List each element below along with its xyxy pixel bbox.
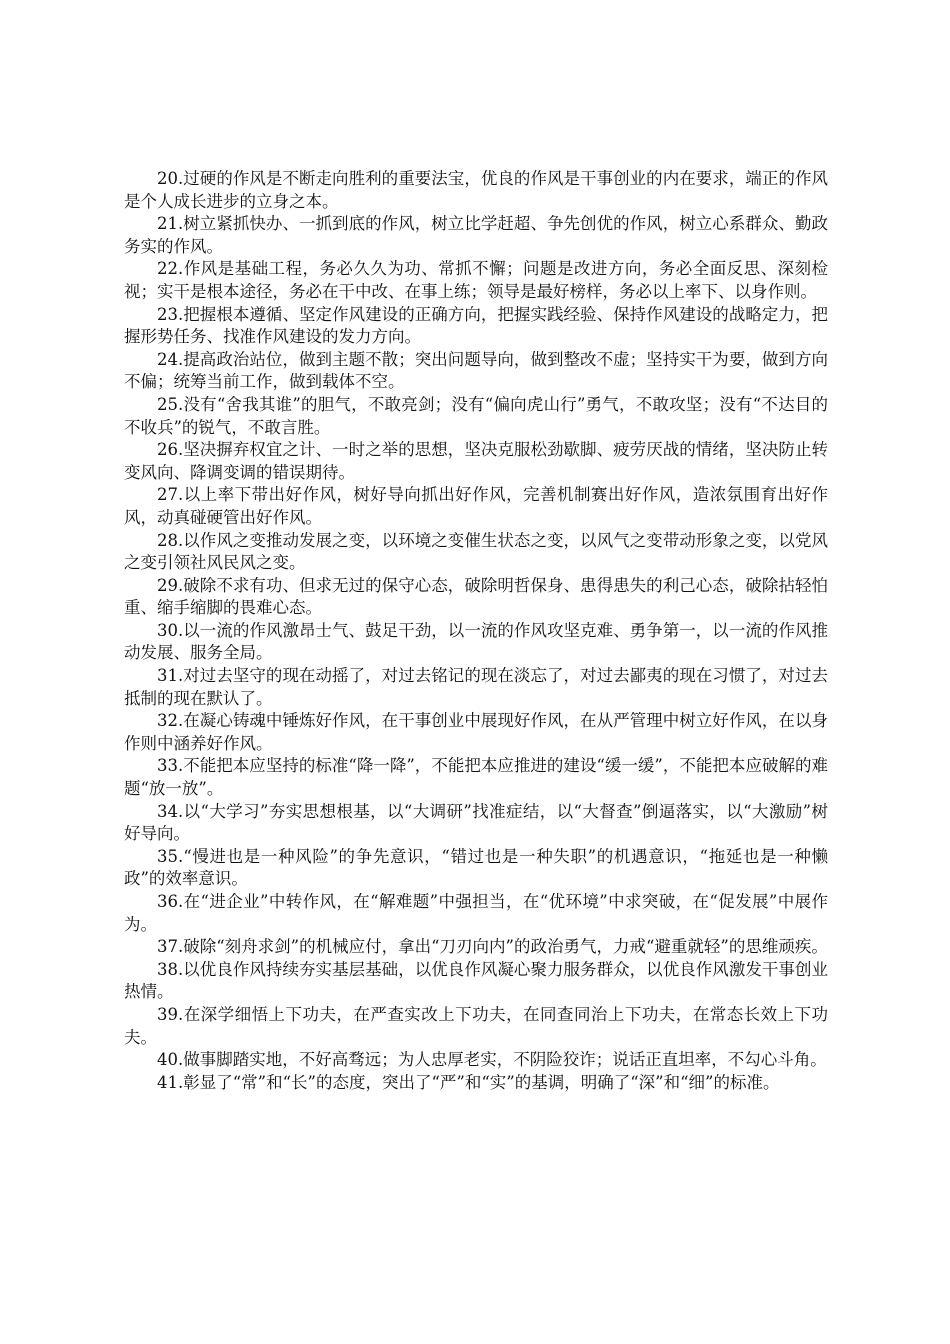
paragraph-30: 30.以一流的作风激昂士气、鼓足干劲，以一流的作风攻坚克难、勇争第一，以一流的作风推动发展、服务全局。 <box>124 620 828 663</box>
paragraph-25: 25.没有“舍我其谁”的胆气，不敢亮剑；没有“偏向虎山行”勇气，不敢攻坚；没有“不达目的不收兵”的锐气，不敢言胜。 <box>124 394 828 437</box>
paragraph-29: 29.破除不求有功、但求无过的保守心态，破除明哲保身、患得患失的利己心态，破除拈轻怕重、缩手缩脚的畏难心态。 <box>124 575 828 618</box>
paragraph-35: 35.“慢进也是一种风险”的争先意识，“错过也是一种失职”的机遇意识，“拖延也是一种懒政”的效率意识。 <box>124 846 828 889</box>
paragraph-36: 36.在“进企业”中转作风，在“解难题”中强担当，在“优环境”中求突破，在“促发展”中展作为。 <box>124 892 828 934</box>
paragraph-41: 41.彰显了“常”和“长”的态度，突出了“严”和“实”的基调，明确了“深”和“细”的标准。 <box>157 1072 780 1092</box>
paragraph-34: 34.以“大学习”夯实思想根基，以“大调研”找准症结，以“大督查”倒逼落实，以“大激励”树好导向。 <box>124 801 828 844</box>
paragraph-37: 37.破除“刻舟求剑”的机械应付，拿出“刀刃向内”的政治勇气，力戒“避重就轻”的思维顽疾。 <box>157 937 828 957</box>
paragraph-24: 24.提高政治站位，做到主题不散；突出问题导向，做到整改不虚；坚持实干为要，做到方向不偏；统筹当前工作，做到载体不空。 <box>124 349 828 392</box>
paragraph-39: 39.在深学细悟上下功夫，在严查实改上下功夫，在同查同治上下功夫，在常态长效上下功夫。 <box>124 1004 828 1047</box>
paragraph-21: 21.树立紧抓快办、一抓到底的作风，树立比学赶超、争先创优的作风，树立心系群众、勤政务实的作风。 <box>124 214 828 256</box>
document-body <box>124 168 828 1094</box>
paragraph-28: 28.以作风之变推动发展之变，以环境之变催生状态之变，以风气之变带动形象之变，以党风之变引领社风民风之变。 <box>124 530 828 573</box>
paragraph-27: 27.以上率下带出好作风，树好导向抓出好作风，完善机制赛出好作风，造浓氛围育出好作风，动真碰硬管出好作风。 <box>124 485 828 527</box>
paragraph-40: 40.做事脚踏实地，不好高骛远；为人忠厚老实，不阴险狡诈；说话正直坦率，不勾心斗角。 <box>157 1050 827 1070</box>
paragraph-23: 23.把握根本遵循、坚定作风建设的正确方向，把握实践经验、保持作风建设的战略定力，把握形势任务、找准作风建设的发力方向。 <box>124 304 828 347</box>
paragraph-22: 22.作风是基础工程，务必久久为功、常抓不懈；问题是改进方向，务必全面反思、深刻检视；实干是根本途径，务必在干中改、在事上练；领导是最好榜样，务必以上率下、以身作则。 <box>124 259 828 301</box>
paragraph-38: 38.以优良作风持续夯实基层基础，以优良作风凝心聚力服务群众，以优良作风激发干事创业热情。 <box>124 959 828 1002</box>
paragraph-20: 20.过硬的作风是不断走向胜利的重要法宝，优良的作风是干事创业的内在要求，端正的作风是个人成长进步的立身之本。 <box>124 169 828 211</box>
paragraph-31: 31.对过去坚守的现在动摇了，对过去铭记的现在淡忘了，对过去鄙夷的现在习惯了，对过去抵制的现在默认了。 <box>124 666 828 708</box>
paragraph-33: 33.不能把本应坚持的标准“降一降”，不能把本应推进的建设“缓一缓”，不能把本应破解的难题“放一放”。 <box>124 756 828 799</box>
paragraph-32: 32.在凝心铸魂中锤炼好作风，在干事创业中展现好作风，在从严管理中树立好作风，在以身作则中涵养好作风。 <box>124 711 828 753</box>
paragraph-26: 26.坚决摒弃权宜之计、一时之举的思想，坚决克服松劲歇脚、疲劳厌战的情绪，坚决防止转变风向、降调变调的错误期待。 <box>124 440 828 482</box>
